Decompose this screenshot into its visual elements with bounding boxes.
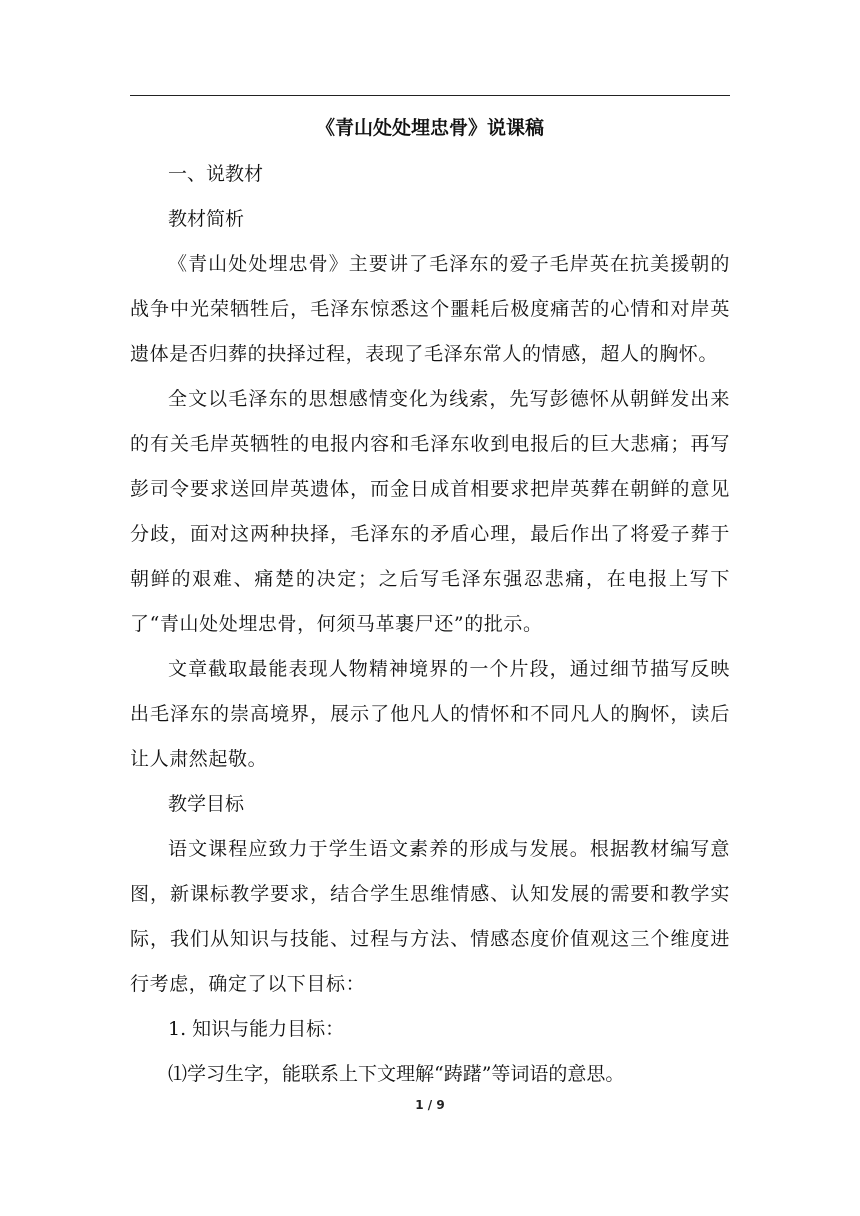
sub-heading-teaching-goals: 教学目标	[168, 793, 245, 815]
document-body	[130, 110, 730, 1097]
page-number: 1 / 9	[415, 1098, 445, 1112]
paragraph-structure: 全文以毛泽东的思想感情变化为线索，先写彭德怀从朝鲜发出来的有关毛岸英牺牲的电报内容和毛泽东收到电报后的巨大悲痛；再写彭司令要求送回岸英遗体，而金日成首相要求把岸英葬在朝鲜的意见分歧，面对这两种抉择，毛泽东的矛盾心理，最后作出了将爱子葬于朝鲜的艰难、痛楚的决定；之后写毛泽东强忍悲痛，在电报上写下了“青山处处埋忠骨，何须马革裹尸还”的批示。	[130, 388, 730, 635]
paragraph-significance: 文章截取最能表现人物精神境界的一个片段，通过细节描写反映出毛泽东的崇高境界，展示了他凡人的情怀和不同凡人的胸怀，读后让人肃然起敬。	[130, 658, 730, 770]
list-heading: 1. 知识与能力目标：	[168, 1018, 345, 1040]
paragraph-summary: 《青山处处埋忠骨》主要讲了毛泽东的爱子毛岸英在抗美援朝的战争中光荣牺牲后，毛泽东惊悉这个噩耗后极度痛苦的心情和对岸英遗体是否归葬的抉择过程，表现了毛泽东常人的情感，超人的胸怀。	[130, 253, 730, 365]
header-rule	[130, 95, 730, 96]
list-item: ⑴学习生字，能联系上下文理解“踌躇”等词语的意思。	[168, 1063, 625, 1085]
sub-heading-textbook-analysis: 教材简析	[168, 208, 245, 230]
paragraph-goals: 语文课程应致力于学生语文素养的形成与发展。根据教材编写意图，新课标教学要求，结合学生思维情感、认知发展的需要和教学实际，我们从知识与技能、过程与方法、情感态度价值观这三个维度进行考虑，确定了以下目标：	[130, 838, 730, 995]
document-title: 《青山处处埋忠骨》说课稿	[315, 117, 544, 139]
section-heading: 一、说教材	[168, 163, 264, 185]
